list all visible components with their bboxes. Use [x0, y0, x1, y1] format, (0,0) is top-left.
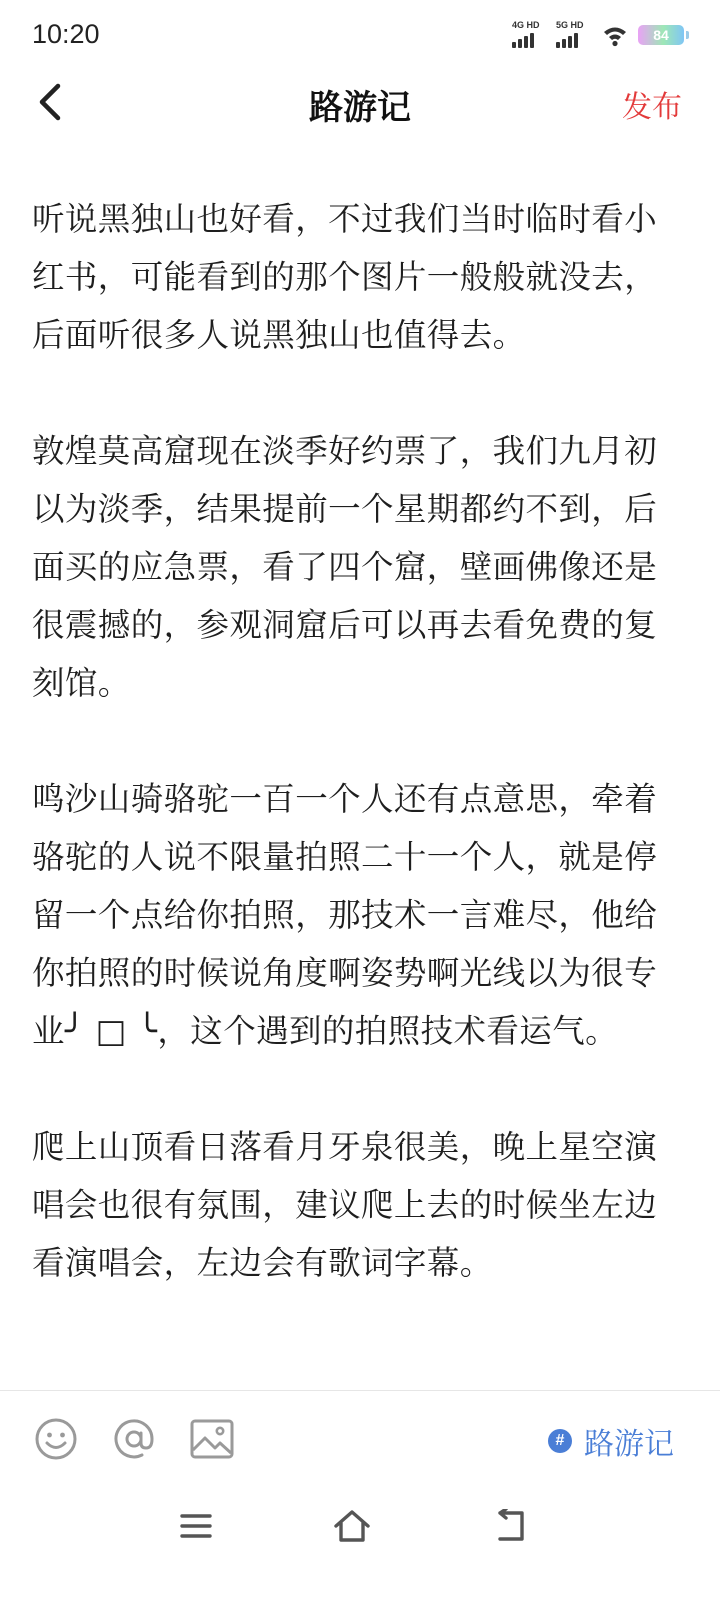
image-icon [189, 1418, 235, 1460]
emoji-button[interactable] [32, 1415, 80, 1463]
nav-back-button[interactable] [480, 1504, 540, 1548]
battery-level: 84 [653, 27, 669, 43]
sim1-network-label: 4G HD [512, 20, 540, 30]
hashtag-icon: # [548, 1429, 572, 1453]
status-time: 10:20 [32, 19, 100, 49]
menu-icon [179, 1512, 213, 1540]
wifi-icon [602, 22, 628, 48]
back-icon [492, 1509, 528, 1543]
status-bar [0, 0, 720, 70]
home-icon [332, 1508, 372, 1544]
editor-toolbar [0, 1391, 720, 1486]
image-button[interactable] [188, 1415, 236, 1463]
system-nav-bar [0, 1486, 720, 1600]
sim2-network-label: 5G HD [556, 20, 584, 30]
signal-5g-icon [556, 20, 590, 48]
at-mention-icon [111, 1416, 157, 1462]
nav-menu-button[interactable] [166, 1504, 226, 1548]
paragraph: 听说黑独山也好看，不过我们当时临时看小红书，可能看到的那个图片一般般就没去，后面听很多人说黑独山也值得去。 [32, 200, 658, 354]
battery-icon [638, 25, 684, 45]
page-title: 路游记 [309, 88, 411, 128]
status-icons [512, 20, 684, 48]
nav-home-button[interactable] [322, 1504, 382, 1548]
topic-label: 路游记 [584, 1427, 674, 1462]
header [0, 70, 720, 136]
note-content[interactable] [32, 190, 682, 1350]
emoji-icon [34, 1417, 78, 1461]
paragraph: 爬上山顶看日落看月牙泉很美，晚上星空演唱会也很有氛围，建议爬上去的时候坐左边看演唱会，左边会有歌词字幕。 [32, 1128, 658, 1282]
signal-4g-icon [512, 20, 546, 48]
mention-button[interactable] [110, 1415, 158, 1463]
publish-button[interactable]: 发布 [622, 82, 682, 126]
topic-tag[interactable] [548, 1419, 674, 1463]
paragraph: 鸣沙山骑骆驼一百一个人还有点意思，牵着骆驼的人说不限量拍照二十一个人，就是停留一个点给你拍照，那技术一言难尽，他给你拍照的时候说角度啊姿势啊光线以为很专业╯ □ ╰，这个遇到的拍照技术看运气。 [32, 780, 658, 1050]
paragraph: 敦煌莫高窟现在淡季好约票了，我们九月初以为淡季，结果提前一个星期都约不到，后面买的应急票，看了四个窟，壁画佛像还是很震撼的，参观洞窟后可以再去看免费的复刻馆。 [32, 432, 658, 702]
